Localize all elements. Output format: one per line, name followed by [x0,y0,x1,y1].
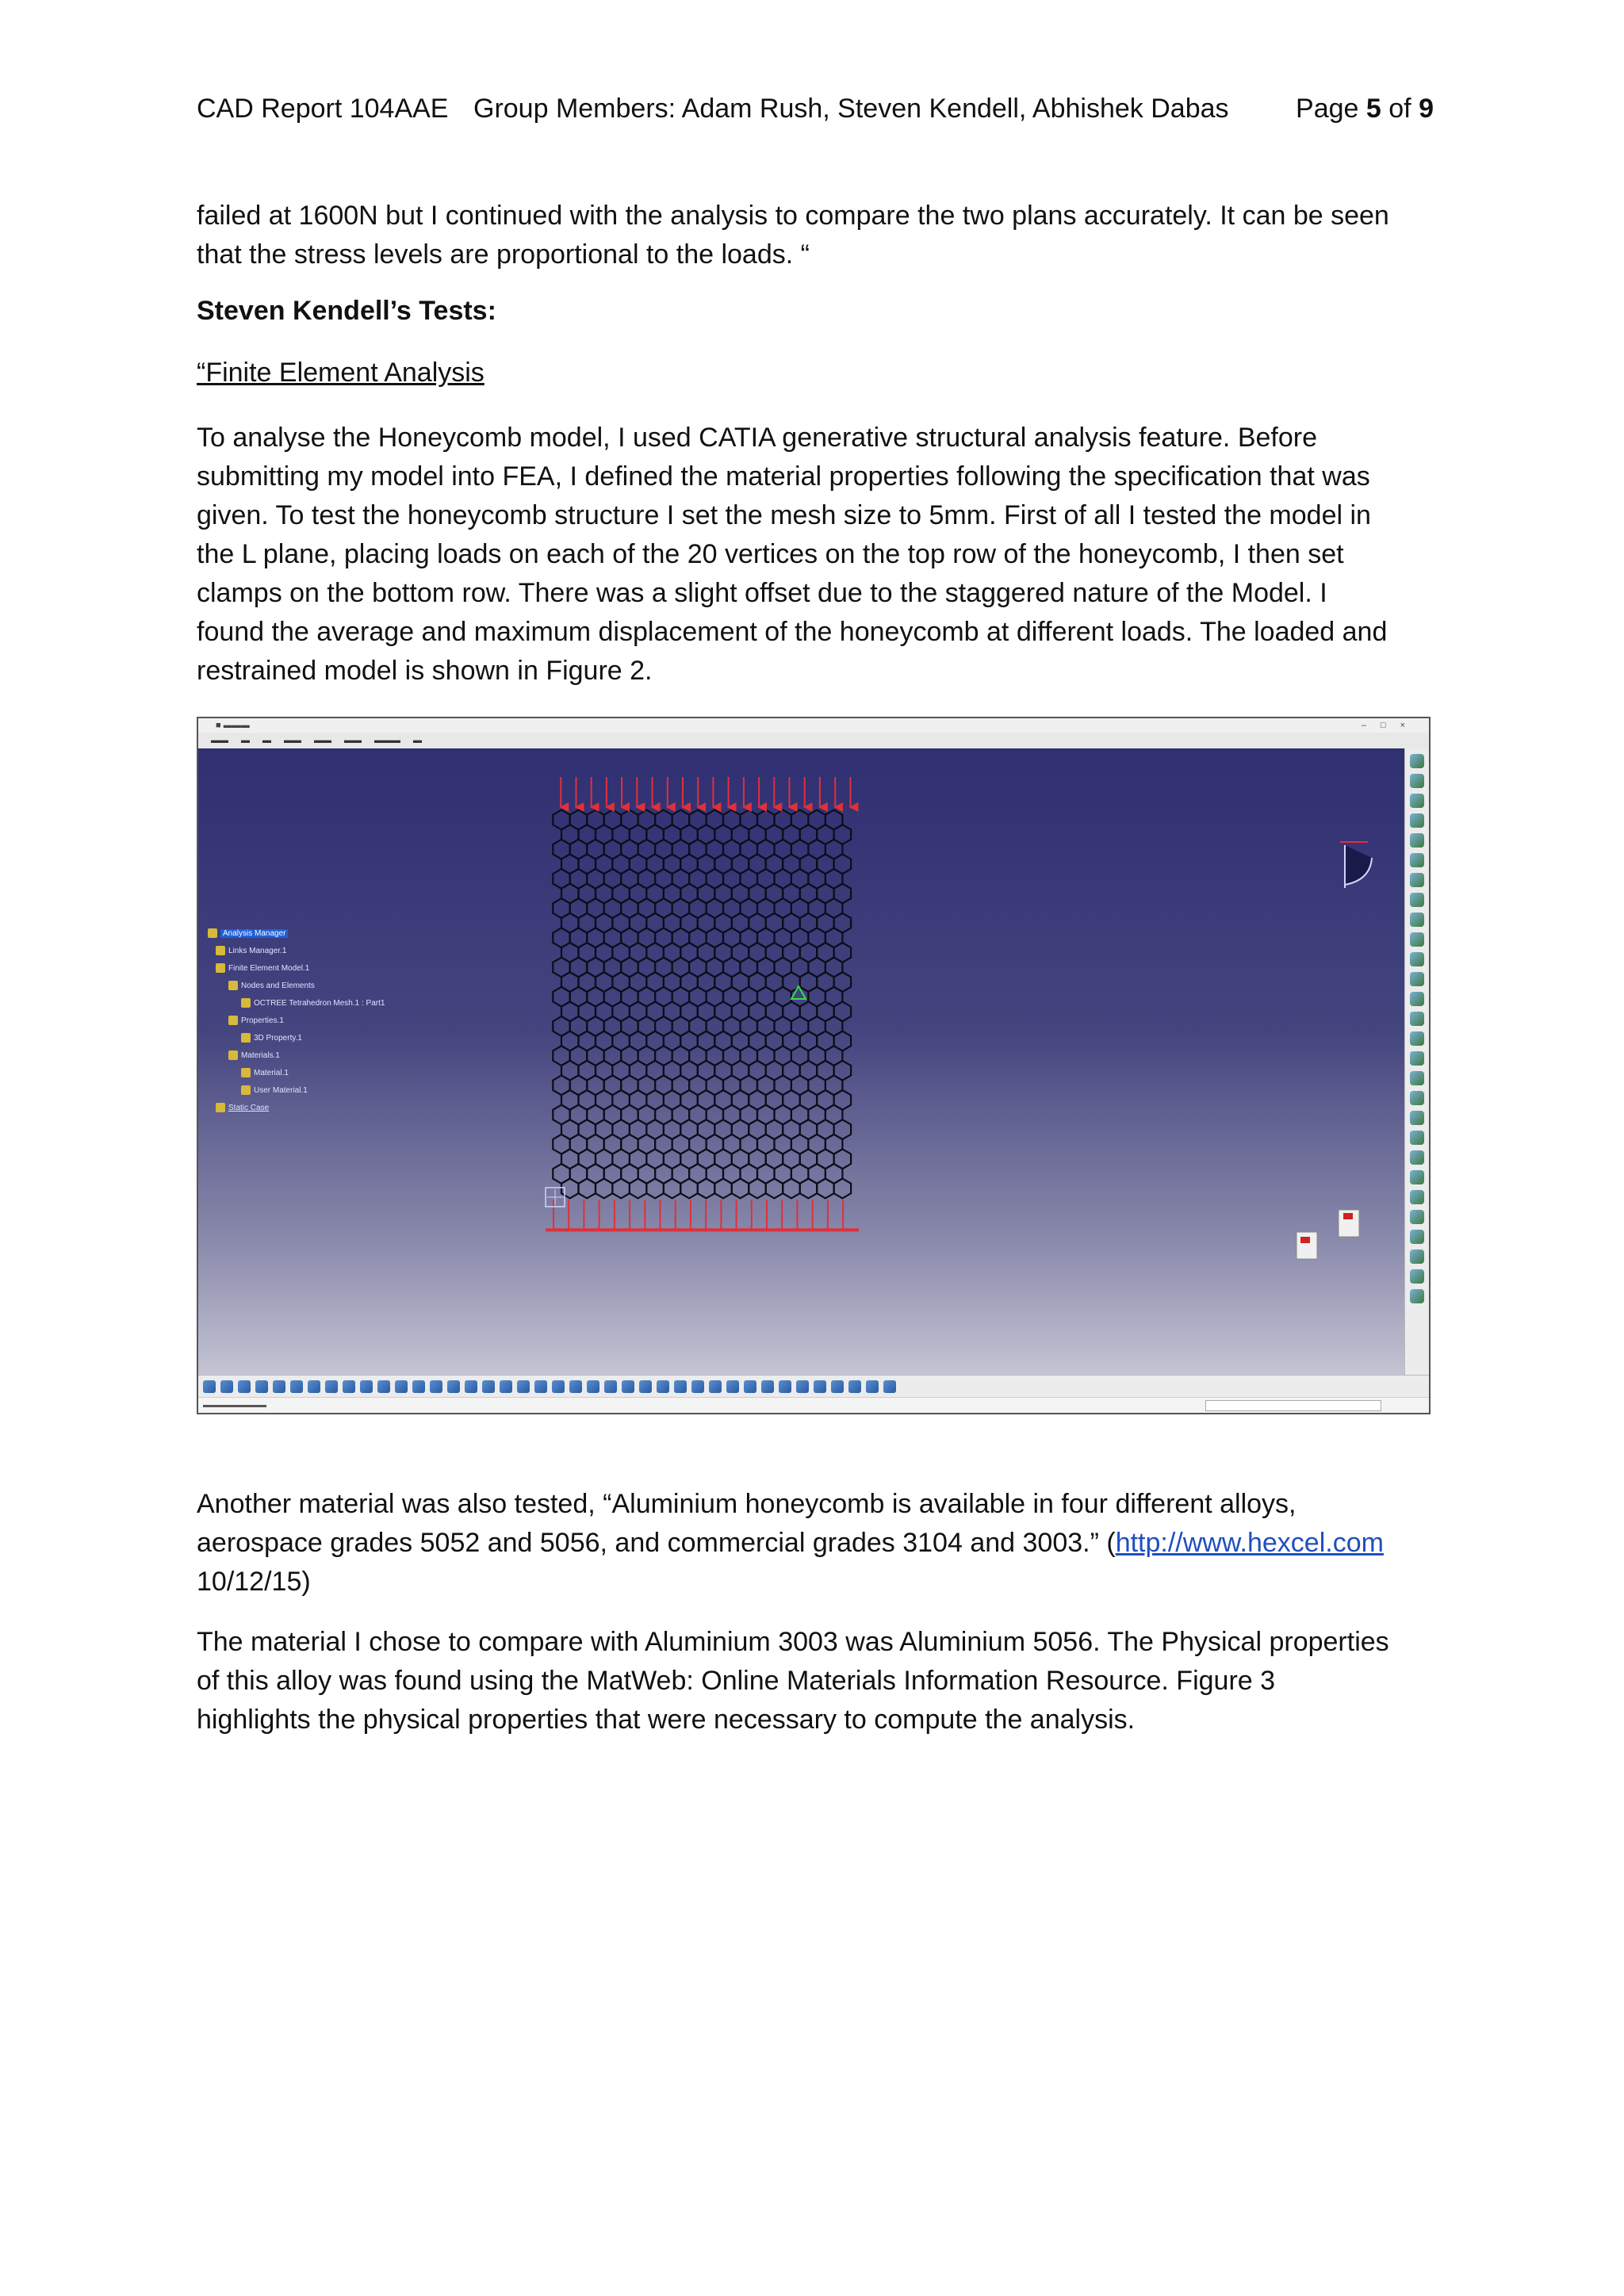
toolbar-icon[interactable] [1410,1170,1424,1184]
toolbar-icon[interactable] [482,1380,495,1393]
toolbar-icon[interactable] [1410,1012,1424,1026]
menu-bar [198,733,1429,749]
honeycomb-cell [630,1179,647,1199]
toolbar-icon[interactable] [203,1380,216,1393]
toolbar-icon[interactable] [1410,893,1424,907]
honeycomb-cell [800,1179,817,1199]
text-line: Another material was also tested, “Aluminium honeycomb is available in four different alloys, [197,1489,1297,1519]
text-line [197,1524,1434,1563]
toolbar-icon[interactable] [761,1380,774,1393]
toolbar-icon[interactable] [238,1380,251,1393]
toolbar-icon[interactable] [866,1380,879,1393]
tree-node-icon [241,1085,251,1095]
toolbar-icon[interactable] [1410,1289,1424,1303]
toolbar-icon[interactable] [709,1380,722,1393]
text-line: given. To test the honeycomb structure I set the mesh size to 5mm. First of all I tested the model in [197,500,1371,530]
window-controls: –□× [1361,721,1419,730]
toolbar-icon[interactable] [1410,913,1424,927]
honeycomb-cell [612,1179,630,1199]
tree-node-icon [228,981,238,990]
tree-item[interactable]: Properties.1 [228,1012,284,1030]
honeycomb-cell [749,1179,765,1199]
tree-node-icon [208,928,217,938]
toolbar-icon[interactable] [1410,1150,1424,1165]
tree-item[interactable]: 3D Property.1 [241,1029,302,1047]
toolbar-icon[interactable] [447,1380,460,1393]
toolbar-icon[interactable] [290,1380,303,1393]
honeycomb-cell [714,1179,732,1199]
text-span: aerospace grades 5052 and 5056, and commercial grades 3104 and 3003.” ( [197,1528,1116,1558]
toolbar-icon[interactable] [395,1380,408,1393]
toolbar-icon[interactable] [255,1380,268,1393]
tree-item[interactable]: Static Case [216,1099,269,1117]
right-toolbar [1404,748,1429,1375]
text-line: The material I chose to compare with Aluminium 3003 was Aluminium 5056. The Physical properties [197,1627,1389,1657]
bottom-toolbar [198,1375,1429,1398]
toolbar-icon[interactable] [1410,1210,1424,1224]
tree-node-icon [241,1033,251,1043]
text-line: that the stress levels are proportional to the loads. “ [197,239,810,270]
honeycomb-cell [766,1179,783,1199]
toolbar-icon[interactable] [1410,1031,1424,1046]
command-input[interactable] [1205,1400,1381,1411]
toolbar-icon[interactable] [360,1380,373,1393]
window-thumbnails-icon [1297,1210,1359,1259]
section-heading: Steven Kendell’s Tests: [197,296,496,326]
tree-item[interactable]: Links Manager.1 [216,942,286,960]
honeycomb-cell [698,1179,715,1199]
toolbar-icon[interactable] [325,1380,338,1393]
page-label: Page [1296,94,1366,124]
menu-item: ▬ [262,736,271,745]
3d-viewport [198,748,1408,1375]
compare-paragraph [197,1623,1434,1739]
text-line: 10/12/15) [197,1567,311,1597]
toolbar-icon[interactable] [726,1380,739,1393]
page-total: 9 [1419,94,1434,124]
window-title: ■ ▬▬▬ [216,721,250,730]
toolbar-icon[interactable] [1410,992,1424,1006]
toolbar-icon[interactable] [1410,1230,1424,1244]
compass-icon [1340,842,1372,888]
toolbar-icon[interactable] [569,1380,582,1393]
toolbar-icon[interactable] [1410,972,1424,986]
text-line: the L plane, placing loads on each of the 20 vertices on the top row of the honeycomb, I then set [197,539,1344,569]
menu-item: ▬▬ [284,736,301,745]
report-title: CAD Report 104AAE [197,94,449,124]
toolbar-icon[interactable] [1410,833,1424,848]
menu-item: ▬ [241,736,250,745]
group-members: Group Members: Adam Rush, Steven Kendell, Abhishek Dabas [473,94,1229,124]
tree-item[interactable]: Material.1 [241,1064,289,1082]
tree-item[interactable]: User Material.1 [241,1081,308,1100]
text-line: clamps on the bottom row. There was a slight offset due to the staggered nature of the Model. I [197,578,1327,608]
menu-item: ▬▬ [314,736,331,745]
text-line: highlights the physical properties that were necessary to compute the analysis. [197,1705,1136,1735]
honeycomb-cell [680,1179,698,1199]
honeycomb-cell [579,1179,596,1199]
toolbar-icon[interactable] [377,1380,390,1393]
text-line: found the average and maximum displacement of the honeycomb at different loads. The loaded and [197,617,1388,647]
tree-node-icon [228,1016,238,1025]
toolbar-icon[interactable] [273,1380,285,1393]
honeycomb-cell [817,1179,833,1199]
toolbar-icon[interactable] [1410,1190,1424,1204]
text-line: failed at 1600N but I continued with the analysis to compare the two plans accurately. It can be seen [197,201,1389,231]
honeycomb-cell [646,1179,664,1199]
toolbar-icon[interactable] [1410,853,1424,867]
hexcel-link[interactable]: http://www.hexcel.com [1115,1528,1384,1558]
toolbar-icon[interactable] [796,1380,809,1393]
tree-item[interactable]: Finite Element Model.1 [216,959,309,978]
toolbar-icon[interactable] [1410,1091,1424,1105]
toolbar-icon[interactable] [220,1380,233,1393]
toolbar-icon[interactable] [1410,932,1424,947]
toolbar-icon[interactable] [412,1380,425,1393]
toolbar-icon[interactable] [308,1380,320,1393]
toolbar-icon[interactable] [831,1380,844,1393]
toolbar-icon[interactable] [1410,754,1424,768]
toolbar-icon[interactable] [1410,1249,1424,1264]
toolbar-icon[interactable] [465,1380,477,1393]
tree-item[interactable]: OCTREE Tetrahedron Mesh.1 : Part1 [241,994,385,1012]
toolbar-icon[interactable] [1410,1051,1424,1066]
toolbar-icon[interactable] [744,1380,756,1393]
toolbar-icon[interactable] [1410,1269,1424,1284]
toolbar-icon[interactable] [1410,774,1424,788]
honeycomb-cell [834,1179,852,1199]
text-line: of this alloy was found using the MatWeb: Online Materials Information Resource. Figure 3 [197,1666,1276,1696]
menu-item: ▬▬ [211,736,228,745]
toolbar-icon[interactable] [1410,873,1424,887]
toolbar-icon[interactable] [1410,1131,1424,1145]
tree-item[interactable]: Materials.1 [228,1047,280,1065]
toolbar-icon[interactable] [1410,952,1424,966]
status-text: ▬▬▬▬▬▬▬▬ [203,1401,266,1410]
toolbar-icon[interactable] [587,1380,599,1393]
toolbar-icon[interactable] [500,1380,512,1393]
honeycomb-cell [783,1179,800,1199]
toolbar-icon[interactable] [430,1380,442,1393]
toolbar-icon[interactable] [1410,813,1424,828]
tree-node-icon [241,998,251,1008]
tree-item[interactable]: Nodes and Elements [228,977,315,995]
tree-node-icon [216,963,225,973]
toolbar-icon[interactable] [848,1380,861,1393]
tree-node-icon [228,1050,238,1060]
menu-item: ▬▬ [344,736,362,745]
tree-node-icon [216,1103,225,1112]
text-line: restrained model is shown in Figure 2. [197,656,653,686]
text-line: To analyse the Honeycomb model, I used CATIA generative structural analysis feature. Before [197,423,1317,453]
intro-paragraph [197,197,1434,274]
menu-item: ▬ [413,736,422,745]
window-titlebar [198,718,1429,733]
toolbar-icon[interactable] [674,1380,687,1393]
alloy-paragraph [197,1485,1434,1601]
toolbar-icon[interactable] [604,1380,617,1393]
fea-paragraph [197,419,1434,691]
honeycomb-cell [664,1179,680,1199]
tree-item[interactable]: Analysis Manager [208,924,288,943]
toolbar-icon[interactable] [657,1380,669,1393]
subheading: “Finite Element Analysis [197,358,485,388]
honeycomb-cell [561,1179,579,1199]
honeycomb-cell [596,1179,612,1199]
text-line: submitting my model into FEA, I defined the material properties following the specification that was [197,461,1370,492]
toolbar-icon[interactable] [779,1380,791,1393]
page-number [1296,94,1434,124]
honeycomb-model [198,748,1408,1375]
toolbar-icon[interactable] [622,1380,634,1393]
toolbar-icon[interactable] [814,1380,826,1393]
toolbar-icon[interactable] [517,1380,530,1393]
tree-node-icon [216,946,225,955]
page-header [197,94,1434,133]
toolbar-icon[interactable] [343,1380,355,1393]
honeycomb-cell [732,1179,749,1199]
status-bar [198,1397,1429,1414]
catia-screenshot [197,717,1431,1414]
tree-node-icon [241,1068,251,1077]
page-of: of [1381,94,1419,124]
toolbar-icon[interactable] [883,1380,896,1393]
page-current: 5 [1365,94,1381,124]
toolbar-icon[interactable] [1410,1071,1424,1085]
menu-item: ▬▬▬ [374,736,400,745]
toolbar-icon[interactable] [552,1380,565,1393]
toolbar-icon[interactable] [1410,794,1424,808]
toolbar-icon[interactable] [691,1380,704,1393]
toolbar-icon[interactable] [1410,1111,1424,1125]
toolbar-icon[interactable] [534,1380,547,1393]
toolbar-icon[interactable] [639,1380,652,1393]
